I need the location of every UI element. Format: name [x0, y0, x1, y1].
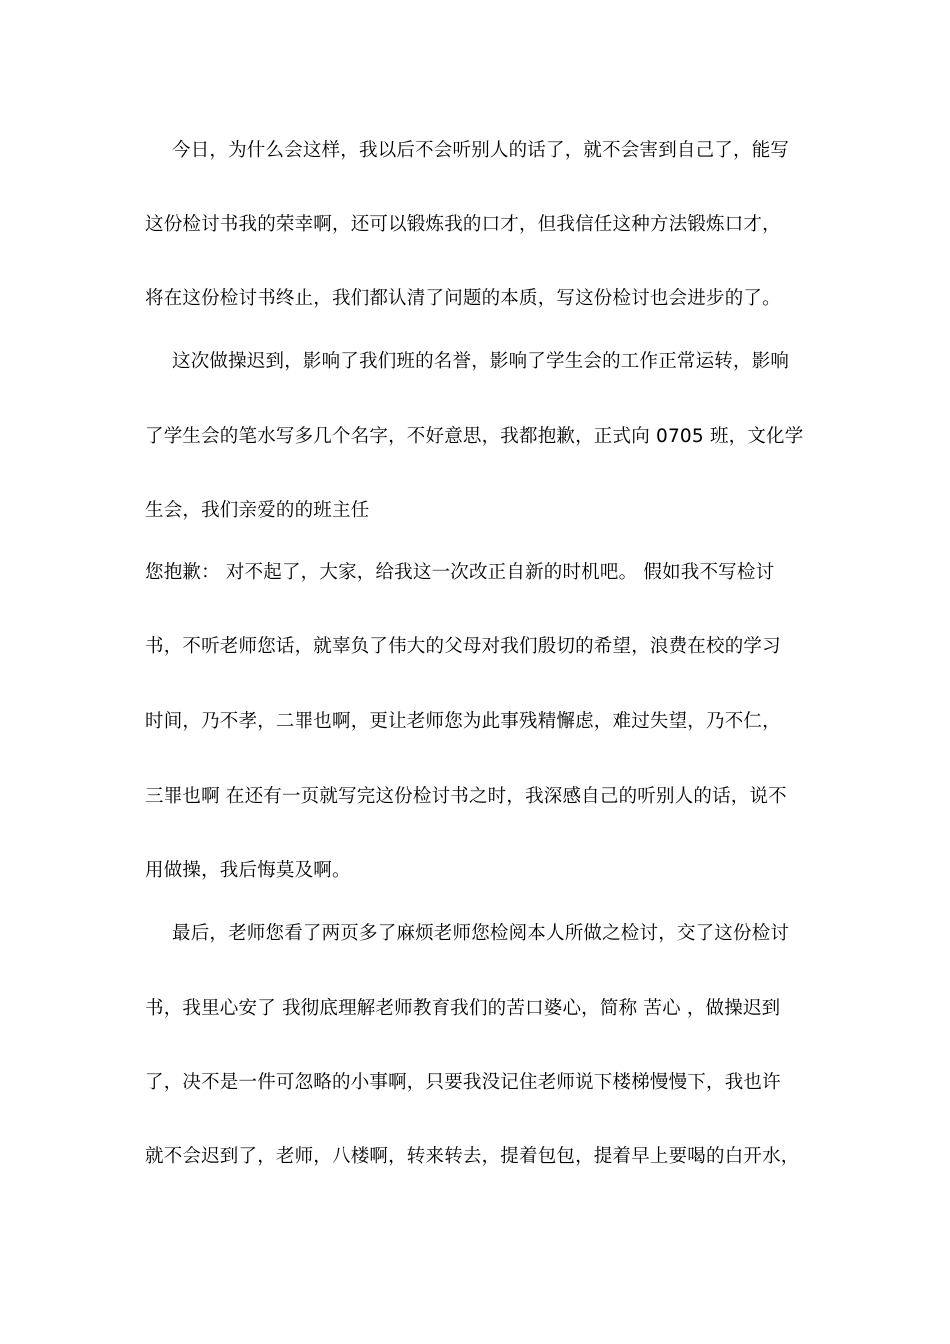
paragraph-4-line-4: 就不会迟到了，老师，八楼啊，转来转去，提着包包，提着早上要喝的白开水， — [145, 1146, 800, 1167]
paragraph-3-line-2: 书，不听老师您话，就辜负了伟大的父母对我们殷切的希望，浪费在校的学习 — [145, 636, 781, 657]
paragraph-1-line-1: 今日，为什么会这样，我以后不会听别人的话了，就不会害到自己了，能写 — [172, 140, 790, 161]
paragraph-4-line-2: 书，我里心安了 我彻底理解老师教育我们的苦口婆心，简称 苦心 ，做操迟到 — [145, 998, 781, 1019]
paragraph-4-line-1: 最后，老师您看了两页多了麻烦老师您检阅本人所做之检讨，交了这份检讨 — [172, 923, 790, 944]
paragraph-3-line-5: 用做操，我后悔莫及啊。 — [145, 860, 351, 881]
paragraph-2-line-3: 生会，我们亲爱的的班主任 — [145, 500, 370, 521]
paragraph-1-line-3: 将在这份检讨书终止，我们都认清了问题的本质，写这份检讨也会进步的了。 — [145, 288, 781, 309]
paragraph-2-line-2: 了学生会的笔水写多几个名字，不好意思，我都抱歉，正式向 0705 班，文化学 — [145, 426, 804, 447]
paragraph-3-line-4: 三罪也啊 在还有一页就写完这份检讨书之时，我深感自己的听别人的话，说不 — [145, 786, 787, 807]
paragraph-1-line-2: 这份检讨书我的荣幸啊，还可以锻炼我的口才，但我信任这种方法锻炼口才， — [145, 214, 781, 235]
paragraph-4-line-3: 了，决不是一件可忽略的小事啊，只要我没记住老师说下楼梯慢慢下，我也许 — [145, 1072, 781, 1093]
paragraph-3-line-3: 时间，乃不孝，二罪也啊，更让老师您为此事残精懈虑，难过失望，乃不仁， — [145, 711, 781, 732]
paragraph-3-line-1: 您抱歉： 对不起了，大家，给我这一次改正自新的时机吧。 假如我不写检讨 — [145, 562, 775, 583]
paragraph-2-line-1: 这次做操迟到，影响了我们班的名誉，影响了学生会的工作正常运转，影响 — [172, 351, 790, 372]
